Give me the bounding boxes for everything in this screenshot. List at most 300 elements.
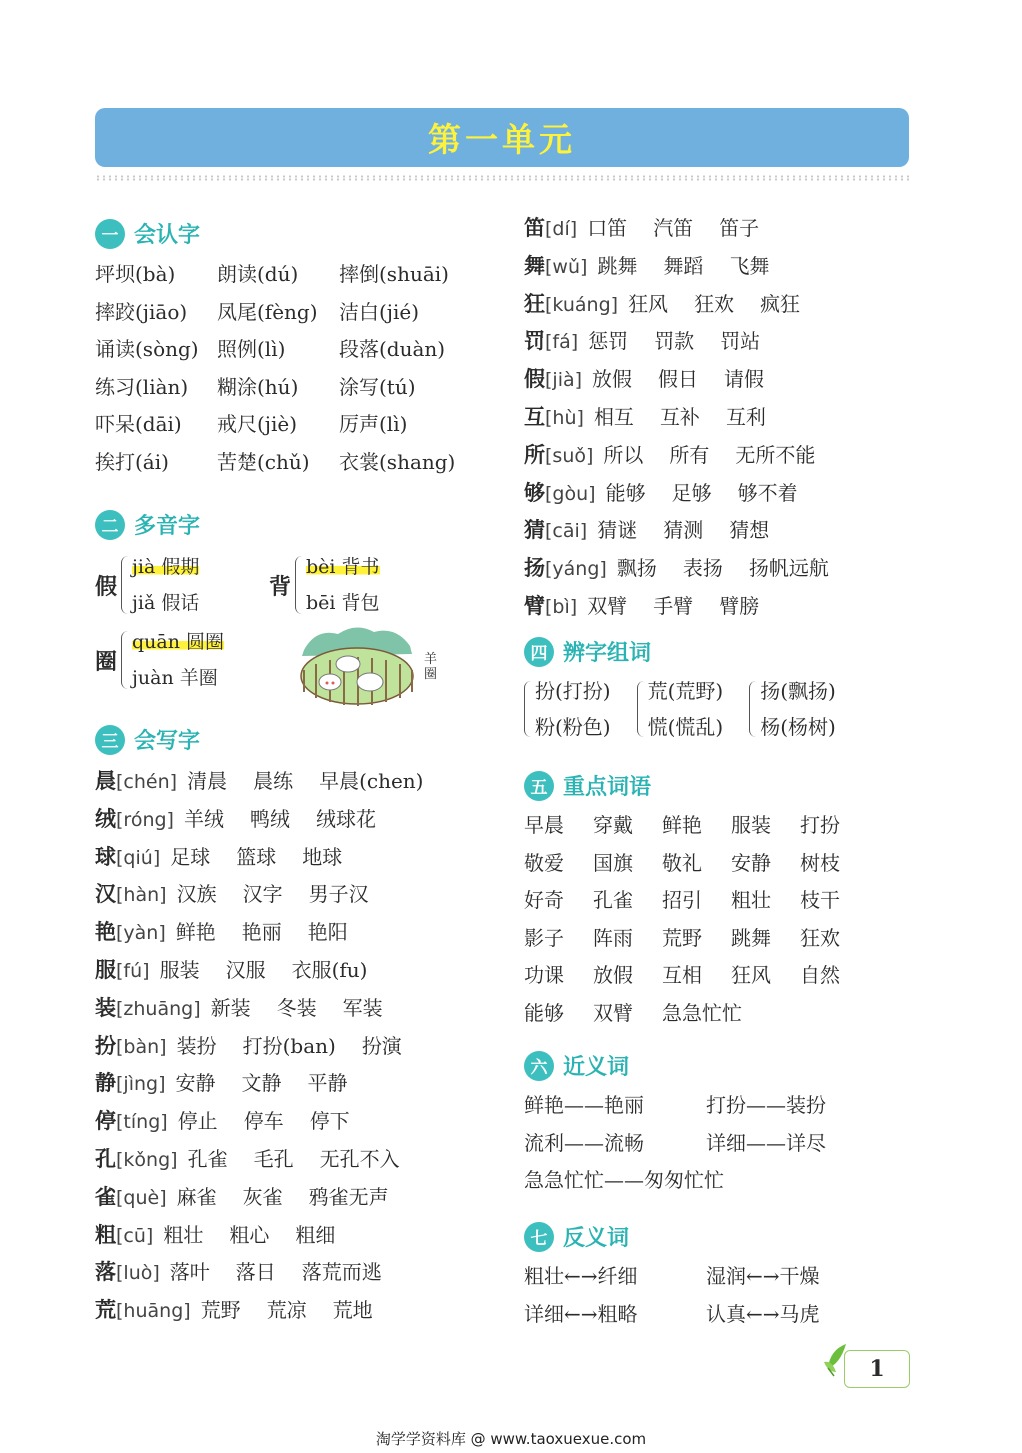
keyword: 双臂 xyxy=(593,1000,633,1025)
pinyin: gòu xyxy=(552,482,589,505)
word: 双臂 xyxy=(587,593,628,618)
write-char: 停 xyxy=(95,1108,116,1134)
write-char: 服 xyxy=(95,956,116,982)
keyword: 功课 xyxy=(524,963,564,987)
recognize-word: 苦楚(chǔ) xyxy=(217,449,310,474)
word: 早晨(chen) xyxy=(319,769,424,793)
recognize-word: 凤尾(fèng) xyxy=(217,299,318,324)
section-number-badge: 四 xyxy=(524,637,554,667)
keywords-row xyxy=(524,845,869,883)
keyword: 国旗 xyxy=(593,850,633,875)
word: 无孔不入 xyxy=(319,1146,400,1171)
pinyin: wǔ xyxy=(552,255,581,278)
polyphonic-char: 假 xyxy=(95,573,118,600)
keywords-row xyxy=(524,995,869,1033)
pinyin: jìng xyxy=(123,1073,159,1096)
section-recognize-header xyxy=(95,218,200,249)
keyword: 跳舞 xyxy=(731,925,771,950)
recognize-row xyxy=(95,331,455,369)
recognize-word: 照例(lì) xyxy=(217,337,286,361)
pinyin: cāi xyxy=(552,520,580,543)
brace xyxy=(637,681,644,737)
keywords-row xyxy=(524,957,869,995)
pinyin: chén xyxy=(123,771,170,793)
write-char-row xyxy=(95,800,439,838)
pinyin-bracket: [kǒng] xyxy=(116,1148,178,1171)
write-char-row xyxy=(524,474,845,512)
keyword: 打扮 xyxy=(800,813,840,837)
word: 衣服(fu) xyxy=(291,957,368,982)
keyword: 敬礼 xyxy=(662,850,702,875)
word: 安静 xyxy=(175,1071,216,1096)
write-char: 装 xyxy=(95,994,116,1020)
word: 落叶 xyxy=(169,1260,210,1285)
pinyin-bracket: [wǔ] xyxy=(545,255,588,278)
keywords-row xyxy=(524,882,869,920)
recognize-word: 摔跤(jiāo) xyxy=(95,299,188,324)
write-char-row xyxy=(95,762,439,800)
keyword: 能够 xyxy=(524,1000,564,1025)
word: 冬装 xyxy=(276,995,317,1020)
pinyin-bracket: [hàn] xyxy=(116,884,167,907)
pinyin: qiú xyxy=(123,846,153,869)
section-antonyms-header xyxy=(524,1221,629,1252)
pinyin: cū xyxy=(123,1224,146,1247)
pinyin-bracket: [cū] xyxy=(116,1224,154,1247)
word: 口笛 xyxy=(587,216,628,240)
keyword: 放假 xyxy=(593,963,633,987)
section-number-badge: 五 xyxy=(524,771,554,801)
pinyin-bracket: [luò] xyxy=(116,1262,160,1285)
word: 粗壮 xyxy=(163,1222,204,1247)
write-char-row xyxy=(524,511,845,549)
antonym-pair: 湿润←→干燥 xyxy=(706,1264,820,1288)
word: 打扮(ban) xyxy=(242,1033,336,1058)
write-char-row xyxy=(95,913,439,951)
page-number: 1 xyxy=(844,1350,910,1388)
word: 罚款 xyxy=(654,329,695,354)
word: 服装 xyxy=(159,957,200,982)
word: 毛孔 xyxy=(253,1146,294,1171)
distinguish-word: 杨(杨树) xyxy=(760,715,836,739)
pinyin-bracket: [qiú] xyxy=(116,846,161,869)
pinyin: kuáng xyxy=(552,293,611,316)
keyword: 影子 xyxy=(524,925,564,950)
word: 装扮 xyxy=(176,1033,217,1058)
word: 无所不能 xyxy=(735,442,816,467)
word: 罚站 xyxy=(720,329,761,354)
word: 所有 xyxy=(669,442,710,467)
pinyin-bracket: [zhuāng] xyxy=(116,997,201,1020)
synonym-pair: 流利——流畅 xyxy=(524,1130,644,1155)
write-char: 假 xyxy=(524,366,545,392)
keyword: 狂风 xyxy=(731,963,771,987)
pinyin: luò xyxy=(123,1262,153,1285)
word: 汉族 xyxy=(176,882,217,907)
word: 鲜艳 xyxy=(175,920,216,945)
section-title: 反义词 xyxy=(563,1226,630,1251)
distinguish-word: 慌(慌乱) xyxy=(647,715,724,739)
word: 互利 xyxy=(725,404,766,429)
word: 飞舞 xyxy=(729,253,770,278)
write-char-row xyxy=(95,989,439,1027)
word: 粗细 xyxy=(295,1222,336,1247)
polyphonic-reading: quān 圆圈 xyxy=(132,631,225,653)
word: 军装 xyxy=(342,995,383,1020)
word: 停下 xyxy=(309,1109,350,1134)
synonym-row xyxy=(524,1162,826,1200)
pinyin: bì xyxy=(552,595,570,618)
distinguish-word: 扬(飘扬) xyxy=(760,679,836,703)
recognize-word: 坪坝(bà) xyxy=(95,262,176,286)
write-char: 互 xyxy=(524,403,545,429)
keyword: 招引 xyxy=(662,888,702,912)
recognize-word: 诵读(sòng) xyxy=(95,337,199,361)
brace xyxy=(121,631,128,689)
section-title: 辨字组词 xyxy=(563,641,652,666)
word: 荒野 xyxy=(200,1298,241,1323)
keyword: 树枝 xyxy=(800,850,840,875)
polyphonic-reading: juàn 羊圈 xyxy=(132,667,218,689)
word: 足球 xyxy=(170,844,211,869)
pinyin: tíng xyxy=(123,1111,161,1134)
word: 孔雀 xyxy=(187,1146,228,1171)
recognize-word: 朗读(dú) xyxy=(217,262,299,286)
write-char-row xyxy=(95,1178,439,1216)
write-char-row xyxy=(524,322,845,360)
brace xyxy=(121,556,128,614)
pinyin: fá xyxy=(552,331,571,354)
pinyin: yáng xyxy=(552,558,600,581)
word: 狂欢 xyxy=(694,291,735,316)
recognize-row xyxy=(95,444,455,482)
pinyin-bracket: [jià] xyxy=(545,369,583,392)
recognize-word: 戒尺(jiè) xyxy=(217,412,298,436)
distinguish-word: 扮(打扮) xyxy=(535,679,611,703)
recognize-word: 挨打(ái) xyxy=(95,449,169,474)
word: 惩罚 xyxy=(588,329,629,354)
word: 猜测 xyxy=(663,518,704,543)
polyphonic-char: 圈 xyxy=(95,648,118,675)
recognize-word: 练习(liàn) xyxy=(95,374,189,399)
write-char: 所 xyxy=(524,441,545,467)
keyword: 阵雨 xyxy=(593,925,633,950)
keyword: 急急忙忙 xyxy=(662,1000,742,1025)
section-title: 多音字 xyxy=(134,514,201,539)
section-polyphonic-header xyxy=(95,509,200,540)
word: 汉字 xyxy=(242,882,283,907)
write-char: 晨 xyxy=(95,768,116,793)
section-title: 会写字 xyxy=(134,729,201,754)
write-char: 粗 xyxy=(95,1221,116,1247)
word: 假日 xyxy=(658,367,699,392)
word: 荒凉 xyxy=(266,1298,307,1323)
write-char: 汉 xyxy=(95,881,116,907)
write-char-row xyxy=(524,549,845,587)
write-char: 猜 xyxy=(524,517,545,543)
polyphonic-jia xyxy=(95,549,199,621)
synonym-pair: 鲜艳——艳丽 xyxy=(524,1093,644,1117)
write-char-row xyxy=(95,1291,439,1329)
polyphonic-quan xyxy=(95,624,224,696)
recognize-word: 摔倒(shuāi) xyxy=(339,262,449,286)
pinyin: hàn xyxy=(123,884,160,907)
pinyin: suǒ xyxy=(552,444,586,467)
distinguish-group xyxy=(637,673,724,745)
word: 扬帆远航 xyxy=(748,556,829,581)
distinguish-lines xyxy=(760,673,836,745)
word: 羊绒 xyxy=(183,806,224,831)
dotted-divider xyxy=(95,175,909,181)
recognize-word: 涂写(tú) xyxy=(339,374,416,399)
pinyin-bracket: [fú] xyxy=(116,959,150,982)
recognize-list xyxy=(95,256,455,481)
write-char: 艳 xyxy=(95,919,116,945)
write-char: 罚 xyxy=(524,328,545,354)
keyword: 枝干 xyxy=(800,888,840,912)
word: 落日 xyxy=(235,1260,276,1285)
pinyin: jià xyxy=(552,369,575,392)
word: 请假 xyxy=(724,367,765,392)
write-char-row xyxy=(524,209,845,247)
write-char-row xyxy=(95,1064,439,1102)
word: 臂膀 xyxy=(719,593,760,618)
antonym-pair: 详细←→粗略 xyxy=(524,1301,638,1326)
write-list-right xyxy=(524,209,845,625)
write-char-row xyxy=(95,875,439,913)
brace xyxy=(524,681,531,737)
keywords-row xyxy=(524,807,869,845)
write-char: 静 xyxy=(95,1070,116,1096)
polyphonic-reading: jiǎ 假话 xyxy=(132,592,200,614)
word: 笛子 xyxy=(719,216,760,240)
antonyms-list xyxy=(524,1258,820,1333)
write-char: 孔 xyxy=(95,1145,116,1171)
word: 汽笛 xyxy=(653,216,694,240)
keyword: 鲜艳 xyxy=(662,813,702,837)
keyword: 穿戴 xyxy=(593,813,633,837)
pinyin-bracket: [róng] xyxy=(116,808,174,831)
synonym-pair: 急急忙忙——匆匆忙忙 xyxy=(524,1168,724,1192)
pinyin: hù xyxy=(552,406,577,429)
word: 停车 xyxy=(243,1109,284,1134)
distinguish-word: 粉(粉色) xyxy=(535,715,611,739)
polyphonic-char: 背 xyxy=(269,573,292,600)
write-char: 雀 xyxy=(95,1183,116,1209)
polyphonic-reading: jià 假期 xyxy=(132,556,200,578)
word: 清晨 xyxy=(187,769,228,793)
recognize-row xyxy=(95,406,455,444)
pinyin-bracket: [bàn] xyxy=(116,1035,167,1058)
word: 互补 xyxy=(659,404,700,429)
word: 猜想 xyxy=(729,518,770,543)
write-char-row xyxy=(95,1253,439,1291)
section-number-badge: 六 xyxy=(524,1051,554,1081)
section-write-header xyxy=(95,724,200,755)
keyword: 安静 xyxy=(731,850,771,875)
section-title: 近义词 xyxy=(563,1055,630,1080)
recognize-word: 吓呆(dāi) xyxy=(95,412,182,436)
polyphonic-reading: bēi 背包 xyxy=(306,592,380,614)
write-char: 扬 xyxy=(524,555,545,581)
pinyin: róng xyxy=(123,808,167,831)
footer-source: 淘学学资料库 @ www.taoxuexue.com xyxy=(375,1430,647,1448)
write-char-row xyxy=(524,285,845,323)
pinyin-bracket: [jìng] xyxy=(116,1073,166,1096)
sheep-pen-illustration xyxy=(296,620,418,710)
keyword: 荒野 xyxy=(662,925,702,950)
recognize-row xyxy=(95,369,455,407)
keyword: 服装 xyxy=(731,813,771,837)
word: 鸭绒 xyxy=(249,806,290,831)
keyword: 互相 xyxy=(662,963,702,987)
distinguish-lines xyxy=(648,673,724,745)
pinyin-bracket: [dí] xyxy=(545,218,578,240)
synonym-pair: 详细——详尽 xyxy=(706,1130,826,1155)
word: 艳丽 xyxy=(241,920,282,945)
word: 艳阳 xyxy=(307,920,348,945)
brace xyxy=(749,681,756,737)
recognize-word: 洁白(jié) xyxy=(339,299,420,324)
write-char: 狂 xyxy=(524,290,545,316)
word: 疯狂 xyxy=(760,291,801,316)
pinyin-bracket: [huāng] xyxy=(116,1300,191,1323)
word: 手臂 xyxy=(653,593,694,618)
write-char-row xyxy=(95,1102,439,1140)
pinyin: yàn xyxy=(123,922,159,945)
word: 绒球花 xyxy=(315,806,376,831)
pinyin-bracket: [yàn] xyxy=(116,922,166,945)
write-char-row xyxy=(95,838,439,876)
antonym-pair: 认真←→马虎 xyxy=(706,1301,820,1326)
pinyin-bracket: [chén] xyxy=(116,771,178,793)
write-char-row xyxy=(524,587,845,625)
section-number-badge: 二 xyxy=(95,510,125,540)
word: 地球 xyxy=(302,844,343,869)
distinguish-groups xyxy=(524,673,862,745)
keyword: 好奇 xyxy=(524,888,564,912)
synonym-row xyxy=(524,1125,826,1163)
word: 舞蹈 xyxy=(663,253,704,278)
antonym-row xyxy=(524,1258,820,1296)
word: 麻雀 xyxy=(176,1184,217,1209)
recognize-word: 厉声(lì) xyxy=(339,412,408,436)
word: 荒地 xyxy=(332,1298,373,1323)
recognize-row xyxy=(95,256,455,294)
word: 够不着 xyxy=(737,480,798,505)
section-keywords-header xyxy=(524,770,651,801)
word: 鸦雀无声 xyxy=(308,1184,389,1209)
write-char: 臂 xyxy=(524,592,545,618)
word: 新装 xyxy=(210,995,251,1020)
keywords-list xyxy=(524,807,869,1032)
brace xyxy=(295,556,302,614)
word: 所以 xyxy=(603,442,644,467)
pinyin-bracket: [cāi] xyxy=(545,520,588,543)
keyword: 狂欢 xyxy=(800,925,840,950)
word: 男子汉 xyxy=(308,882,369,907)
word: 放假 xyxy=(592,367,633,392)
keyword: 自然 xyxy=(800,963,840,987)
section-number-badge: 七 xyxy=(524,1222,554,1252)
write-char: 扮 xyxy=(95,1032,116,1058)
keyword: 敬爱 xyxy=(524,850,564,875)
section-title: 会认字 xyxy=(134,223,201,248)
pinyin: fú xyxy=(123,959,143,982)
word: 停止 xyxy=(177,1109,218,1134)
write-char: 够 xyxy=(524,479,545,505)
section-number-badge: 一 xyxy=(95,219,125,249)
pinyin: kǒng xyxy=(123,1148,171,1171)
section-title: 重点词语 xyxy=(563,775,652,800)
pinyin: què xyxy=(123,1186,160,1209)
distinguish-group xyxy=(524,673,611,745)
word: 能够 xyxy=(605,480,646,505)
write-char-row xyxy=(524,436,845,474)
section-synonyms-header xyxy=(524,1050,629,1081)
unit-title: 第一单元 xyxy=(428,120,576,159)
distinguish-group xyxy=(749,673,836,745)
word: 文静 xyxy=(241,1071,282,1096)
distinguish-word: 荒(荒野) xyxy=(647,679,724,703)
antonym-row xyxy=(524,1296,820,1334)
write-char-row xyxy=(95,1140,439,1178)
write-char: 舞 xyxy=(524,252,545,278)
write-char-row xyxy=(524,247,845,285)
polyphonic-reading: bèi 背书 xyxy=(306,556,380,578)
keyword: 早晨 xyxy=(524,813,564,837)
pinyin: zhuāng xyxy=(123,997,194,1020)
pinyin: bàn xyxy=(123,1035,160,1058)
sheep-pen-label: 羊圈 xyxy=(424,652,438,682)
recognize-row xyxy=(95,294,455,332)
pinyin-bracket: [bì] xyxy=(545,595,578,618)
antonym-pair: 粗壮←→纤细 xyxy=(524,1264,638,1288)
write-char: 绒 xyxy=(95,805,116,831)
section-distinguish-header xyxy=(524,636,651,667)
synonym-pair: 打扮——装扮 xyxy=(706,1093,826,1117)
pinyin-bracket: [yáng] xyxy=(545,558,607,581)
word: 跳舞 xyxy=(597,253,638,278)
word: 落荒而逃 xyxy=(301,1260,382,1285)
recognize-word: 衣裳(shang) xyxy=(339,449,456,474)
pinyin: dí xyxy=(552,218,570,240)
pinyin-bracket: [kuáng] xyxy=(545,293,619,316)
write-char-row xyxy=(524,398,845,436)
write-char: 球 xyxy=(95,843,116,869)
recognize-word: 糊涂(hú) xyxy=(217,374,299,399)
distinguish-lines xyxy=(535,673,611,745)
word: 粗心 xyxy=(229,1222,270,1247)
synonym-row xyxy=(524,1087,826,1125)
word: 扮演 xyxy=(361,1033,402,1058)
word: 灰雀 xyxy=(242,1184,283,1209)
write-char-row xyxy=(524,360,845,398)
polyphonic-bei xyxy=(269,549,380,621)
write-char-row xyxy=(95,1216,439,1254)
write-char: 落 xyxy=(95,1259,116,1285)
pinyin-bracket: [què] xyxy=(116,1186,167,1209)
word: 汉服 xyxy=(225,957,266,982)
write-char: 笛 xyxy=(524,215,545,240)
synonyms-list xyxy=(524,1087,826,1200)
recognize-word: 段落(duàn) xyxy=(339,337,446,361)
unit-banner xyxy=(95,108,909,167)
pinyin-bracket: [tíng] xyxy=(116,1111,168,1134)
word: 足够 xyxy=(671,480,712,505)
pinyin: huāng xyxy=(123,1300,184,1323)
pinyin-bracket: [fá] xyxy=(545,331,579,354)
